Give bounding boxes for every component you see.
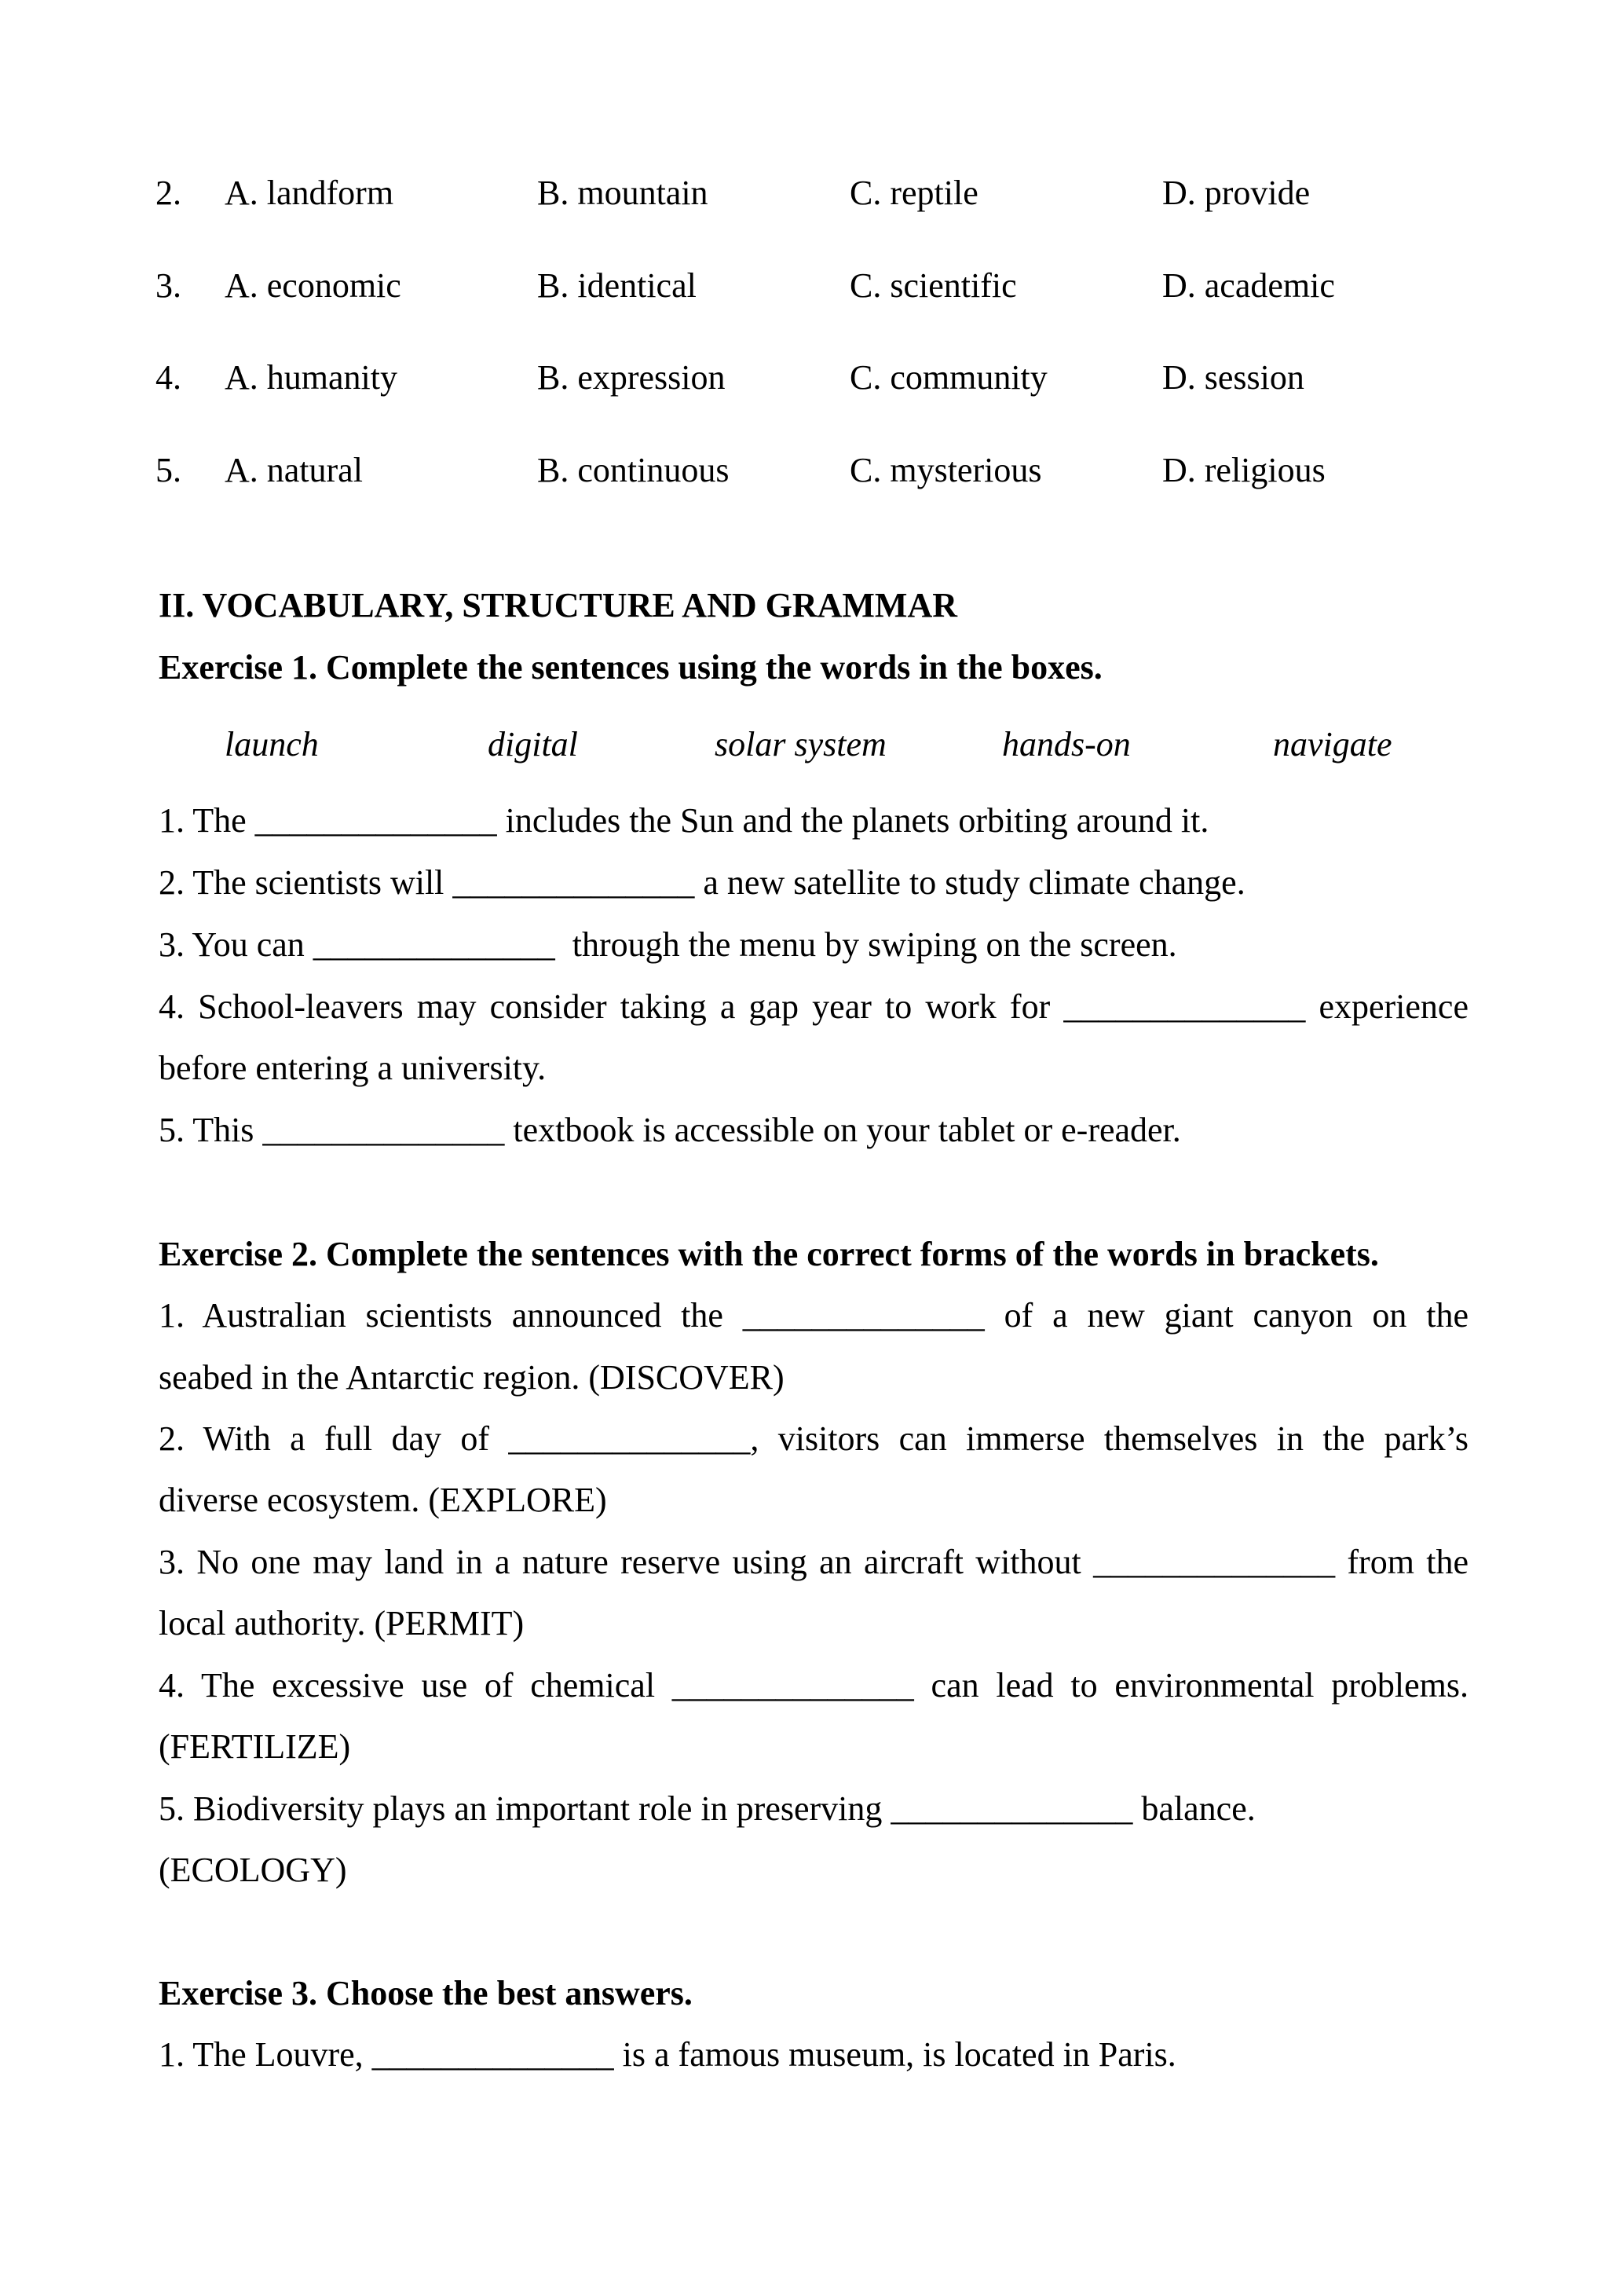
option-b: B. identical: [537, 266, 697, 305]
option-c: C. reptile: [850, 174, 978, 212]
exercise-2-sentence-continued: seabed in the Antarctic region. (DISCOVER): [159, 1358, 785, 1397]
word-box-item: navigate: [1273, 725, 1392, 764]
option-a: A. landform: [225, 174, 394, 212]
section-title: II. VOCABULARY, STRUCTURE AND GRAMMAR: [159, 586, 958, 624]
exercise-2-sentence: 3. No one may land in a nature reserve using an aircraft without ______________ from the: [159, 1543, 1469, 1581]
exercise-2-sentence-continued: diverse ecosystem. (EXPLORE): [159, 1481, 607, 1519]
option-c: C. community: [850, 358, 1048, 397]
option-d: D. provide: [1162, 174, 1311, 212]
exercise-2-sentence: 4. The excessive use of chemical ______________ can lead to environmental problems.: [159, 1666, 1469, 1705]
option-a: A. natural: [225, 451, 363, 489]
exercise-1-sentence: 5. This ______________ textbook is accessible on your tablet or e-reader.: [159, 1111, 1181, 1149]
word-box-item: launch: [225, 725, 319, 764]
exercise-1-sentence: 1. The ______________ includes the Sun and the planets orbiting around it.: [159, 801, 1209, 840]
option-a: A. economic: [225, 266, 401, 305]
option-c: C. scientific: [850, 266, 1017, 305]
question-number: 2.: [155, 174, 181, 212]
exercise-1-sentence: 3. You can ______________ through the menu by swiping on the screen.: [159, 925, 1177, 964]
exercise-2-sentence-continued: (ECOLOGY): [159, 1851, 347, 1889]
exercise-2-title: Exercise 2. Complete the sentences with the correct forms of the words in brackets.: [159, 1235, 1379, 1273]
option-c: C. mysterious: [850, 451, 1042, 489]
exercise-3-title: Exercise 3. Choose the best answers.: [159, 1974, 693, 2012]
option-b: B. expression: [537, 358, 726, 397]
exercise-2-sentence: 5. Biodiversity plays an important role in preserving ______________ balance.: [159, 1789, 1256, 1828]
exercise-2-sentence-continued: local authority. (PERMIT): [159, 1604, 525, 1642]
exercise-1-sentence: 2. The scientists will ______________ a new satellite to study climate change.: [159, 863, 1245, 902]
question-number: 5.: [155, 451, 181, 489]
exercise-1-title: Exercise 1. Complete the sentences using the words in the boxes.: [159, 648, 1103, 687]
option-a: A. humanity: [225, 358, 397, 397]
question-number: 4.: [155, 358, 181, 397]
exercise-2-sentence: 2. With a full day of ______________, visitors can immerse themselves in the park’s: [159, 1419, 1469, 1458]
exercise-1-sentence-continued: before entering a university.: [159, 1049, 547, 1087]
question-number: 3.: [155, 266, 181, 305]
option-b: B. mountain: [537, 174, 708, 212]
word-box-item: solar system: [715, 725, 887, 764]
word-box-item: hands-on: [1002, 725, 1131, 764]
word-box-item: digital: [488, 725, 578, 764]
exercise-1-sentence: 4. School-leavers may consider taking a gap year to work for ______________ experience: [159, 987, 1469, 1026]
exercise-3-question: 1. The Louvre, ______________ is a famous museum, is located in Paris.: [159, 2035, 1176, 2074]
option-d: D. religious: [1162, 451, 1326, 489]
option-d: D. session: [1162, 358, 1304, 397]
option-b: B. continuous: [537, 451, 730, 489]
exercise-2-sentence: 1. Australian scientists announced the ______________ of a new giant canyon on the: [159, 1296, 1469, 1335]
option-d: D. academic: [1162, 266, 1335, 305]
exercise-2-sentence-continued: (FERTILIZE): [159, 1727, 351, 1766]
